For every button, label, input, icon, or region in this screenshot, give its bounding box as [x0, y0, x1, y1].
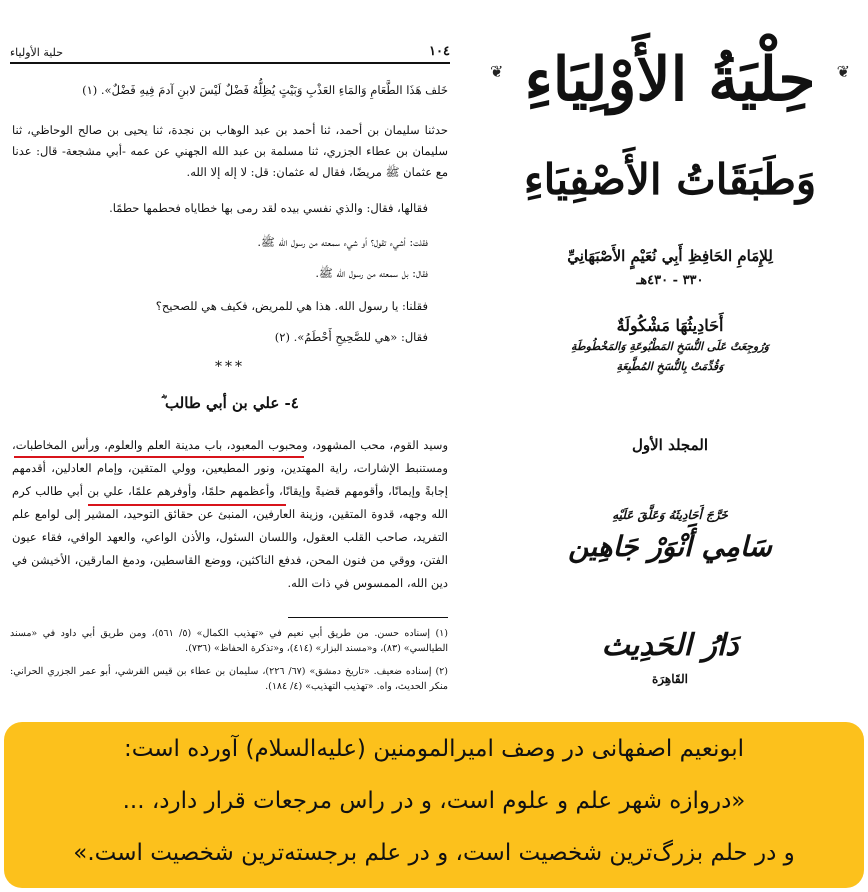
isnad-paragraph: حدثنا سليمان بن أحمد، ثنا أحمد بن عبد الوهاب بن نجدة، ثنا يحيى بن صالح الوحاظي، ثنا سليمان بن عطاء الجزري، ثنا مسلمة بن عبد الله الجهني عن عمه -أبي مشجعة- قال: عدنا مع عثمان ﷺ مريضًا، فقال له عثمان: قل: لا إله إلا الله.: [12, 123, 448, 179]
body-text: علي بن أبي طالب كرم الله وجهه، قدوة المتقين، وزينة العارفين، المنبئ عن حقائق التوحيد، المشير إلى لوامع علم التفريد، صاحب القلب العقول، واللسان السئول، والأذن الواعي، والعهد الوافي، فقاء عيون الفتن، ووقي من فنون المحن، فدفع الناكثين، ووضع القاسطين، ودمغ المارقين، الأخيشن في دين الله، الممسوس في ذات الله.: [12, 484, 448, 590]
narration-line: فقلت: أشيء تقول؟ أو شيء سمعته من رسول الله ﷺ.: [257, 235, 428, 249]
book-cover: [472, 0, 868, 720]
narration-line: فقال: بل سمعته من رسول الله ﷺ.: [315, 266, 428, 280]
cover-editor-role: خَرَّجَ أَحَادِيثَهُ وَعَلَّقَ عَلَيْهِ: [612, 508, 728, 522]
hadith-line: خَلف هَذَا الطَّعَامِ وَالمَاءِ العَذْبِ وَبَيْتٍ يُظِلُّهُ فَضْلٌ لَيْسَ لابنِ آدمَ فِيهِ فَضْلٌ». (١): [82, 83, 448, 97]
highlighted-phrase-1: باب مدينة العلم والعلوم، ورأس المخاطبات،: [12, 438, 223, 452]
running-head-title: حلية الأولياء: [10, 46, 63, 59]
cover-years: ٣٣٠ - ٤٣٠هـ: [636, 273, 704, 288]
cover-title-line-1: حِلْيَةُ الأَوْلِيَاءِ: [524, 45, 816, 115]
cover-title-line-2: وَطَبَقَاتُ الأَصْفِيَاءِ: [523, 155, 817, 204]
body-text: وسيد القوم، محب المشهود، ومحبوب المعبود،: [226, 438, 448, 452]
cover-note: وَقُدِّمَتْ بِالنُّسَخِ المُطَّبِعَةِ: [616, 360, 724, 373]
cover-publisher: دَارُ الحَدِيث: [601, 628, 739, 663]
cover-volume: المجلد الأول: [631, 436, 709, 454]
book-text-page: [0, 0, 460, 720]
cover-city: القَاهِرَة: [652, 672, 688, 686]
section-body: [12, 434, 448, 595]
footnote-rule: [288, 617, 448, 618]
ornament-icon: ❦: [836, 62, 850, 81]
section-divider-stars: ***: [215, 359, 245, 375]
section-heading: ٤- علي بن أبي طالب ؓ: [161, 394, 299, 412]
footnote: (١) إسناده حسن. من طريق أبي نعيم في «تهذيب الكمال» (٥/ ٥٦١)، ومن طريق أبي داود في «مسند الطيالسي» (٨٣)، و«مسند البزار» (٤١٤)، و«تذكرة الحفاظ» (٧٣٦).: [10, 628, 448, 654]
highlighted-phrase-2: وأعظمهم حلمًا، وأوفرهم علمًا،: [128, 484, 275, 498]
ornament-icon: ❦: [490, 62, 504, 81]
footnote: (٢) إسناده ضعيف. «تاريخ دمشق» (٦٧/ ٢٢٦)، سليمان بن عطاء بن قيس القرشي، أبو عمر الجزري الحراني: منكر الحديث، واه. «تهذيب التهذيب» (٤/ ١٨٤).: [10, 666, 448, 692]
persian-caption-box: [4, 722, 864, 888]
caption-line-2: «دروازه شهر علم و علوم است، و در راس مرجعات قرار دارد، ...: [122, 788, 746, 814]
cover-author: لِلإِمَامِ الحَافِظِ أَبِي نُعَيْمٍ الأَصْبَهَانِيِّ: [567, 247, 773, 265]
narration-line: فقال: «هي للصَّحِيحِ أَحْطَمُ». (٢): [274, 330, 428, 344]
red-underline: [88, 504, 286, 506]
narration-line: فقلنا: يا رسول الله. هذا هي للمريض، فكيف هي للصحيح؟: [155, 299, 428, 313]
narration-line: فقالها، فقال: والذي نفسي بيده لقد رمى بها خطاياه فحطمها حطمًا.: [109, 201, 428, 215]
red-underline: [14, 456, 304, 458]
cover-subtitle: أَحَادِيثُهَا مَشْكُولَةٌ: [616, 316, 724, 335]
caption-line-3: و در حلم بزرگ‌ترین شخصیت است، و در علم برجسته‌ترین شخصیت است.»: [73, 840, 795, 866]
caption-line-1: ابونعیم اصفهانی در وصف امیرالمومنین (علیه‌السلام) آورده است:: [123, 736, 745, 762]
body-text: ومستنبط الإشارات، راية المهتدين، ونور المطيعين، وولي المتقين، وإمام العادلين، أقدمهم إجابةً وإيمانًا، وأقومهم قضيةً وإيقانًا،: [12, 461, 448, 498]
running-head: [10, 44, 450, 64]
cover-note: وَرُوجِعَتْ عَلَى النُّسَخِ المَطْبُوعَةِ وَالمَخْطُوطَةِ: [571, 340, 769, 353]
cover-editor: سَامِي أَنْوَرْ جَاهِين: [568, 530, 772, 563]
page-number: ١٠٤: [429, 44, 450, 59]
